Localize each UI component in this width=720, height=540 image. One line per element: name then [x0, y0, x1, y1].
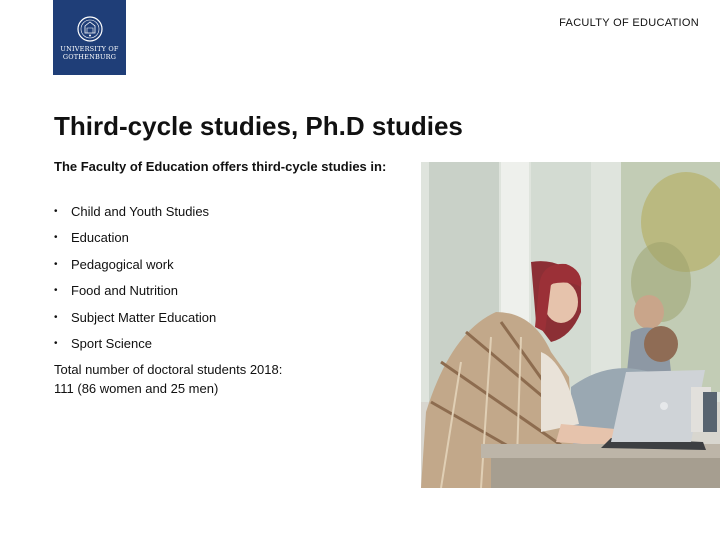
- subject-list: [54, 202, 216, 360]
- list-item: [54, 228, 216, 254]
- list-item: [54, 281, 216, 307]
- list-item-label: Food and Nutrition: [71, 283, 178, 299]
- list-item-label: Sport Science: [71, 335, 152, 351]
- list-item-label: Subject Matter Education: [71, 309, 217, 325]
- list-item: [54, 308, 216, 334]
- list-item: [54, 255, 216, 281]
- faculty-name: FACULTY OF EDUCATION: [559, 17, 699, 29]
- students-photo: [421, 162, 720, 488]
- logo-line1: UNIVERSITY OF: [60, 45, 119, 53]
- university-logo: [53, 0, 126, 75]
- page-title: Third-cycle studies, Ph.D studies: [54, 111, 463, 141]
- bullet-icon: •: [54, 337, 58, 349]
- logo-line2: GOTHENBURG: [62, 53, 117, 61]
- list-item-label: Child and Youth Studies: [71, 204, 210, 219]
- intro-text: The Faculty of Education offers third-cycle studies in:: [54, 159, 387, 174]
- bullet-icon: •: [54, 311, 58, 323]
- bullet-icon: •: [54, 258, 58, 270]
- list-item-label: Education: [71, 230, 129, 246]
- total-line1: Total number of doctoral students 2018:: [54, 362, 283, 377]
- university-wordmark: [53, 45, 126, 61]
- list-item-label: Pedagogical work: [71, 256, 174, 272]
- list-item: [54, 334, 216, 360]
- doctoral-student-total: [54, 360, 404, 398]
- list-item: [54, 202, 216, 228]
- university-seal-icon: [77, 16, 103, 42]
- bullet-icon: •: [54, 285, 58, 297]
- bullet-icon: •: [54, 232, 58, 244]
- total-line2: 111 (86 women and 25 men): [54, 381, 219, 396]
- bullet-icon: •: [54, 206, 58, 217]
